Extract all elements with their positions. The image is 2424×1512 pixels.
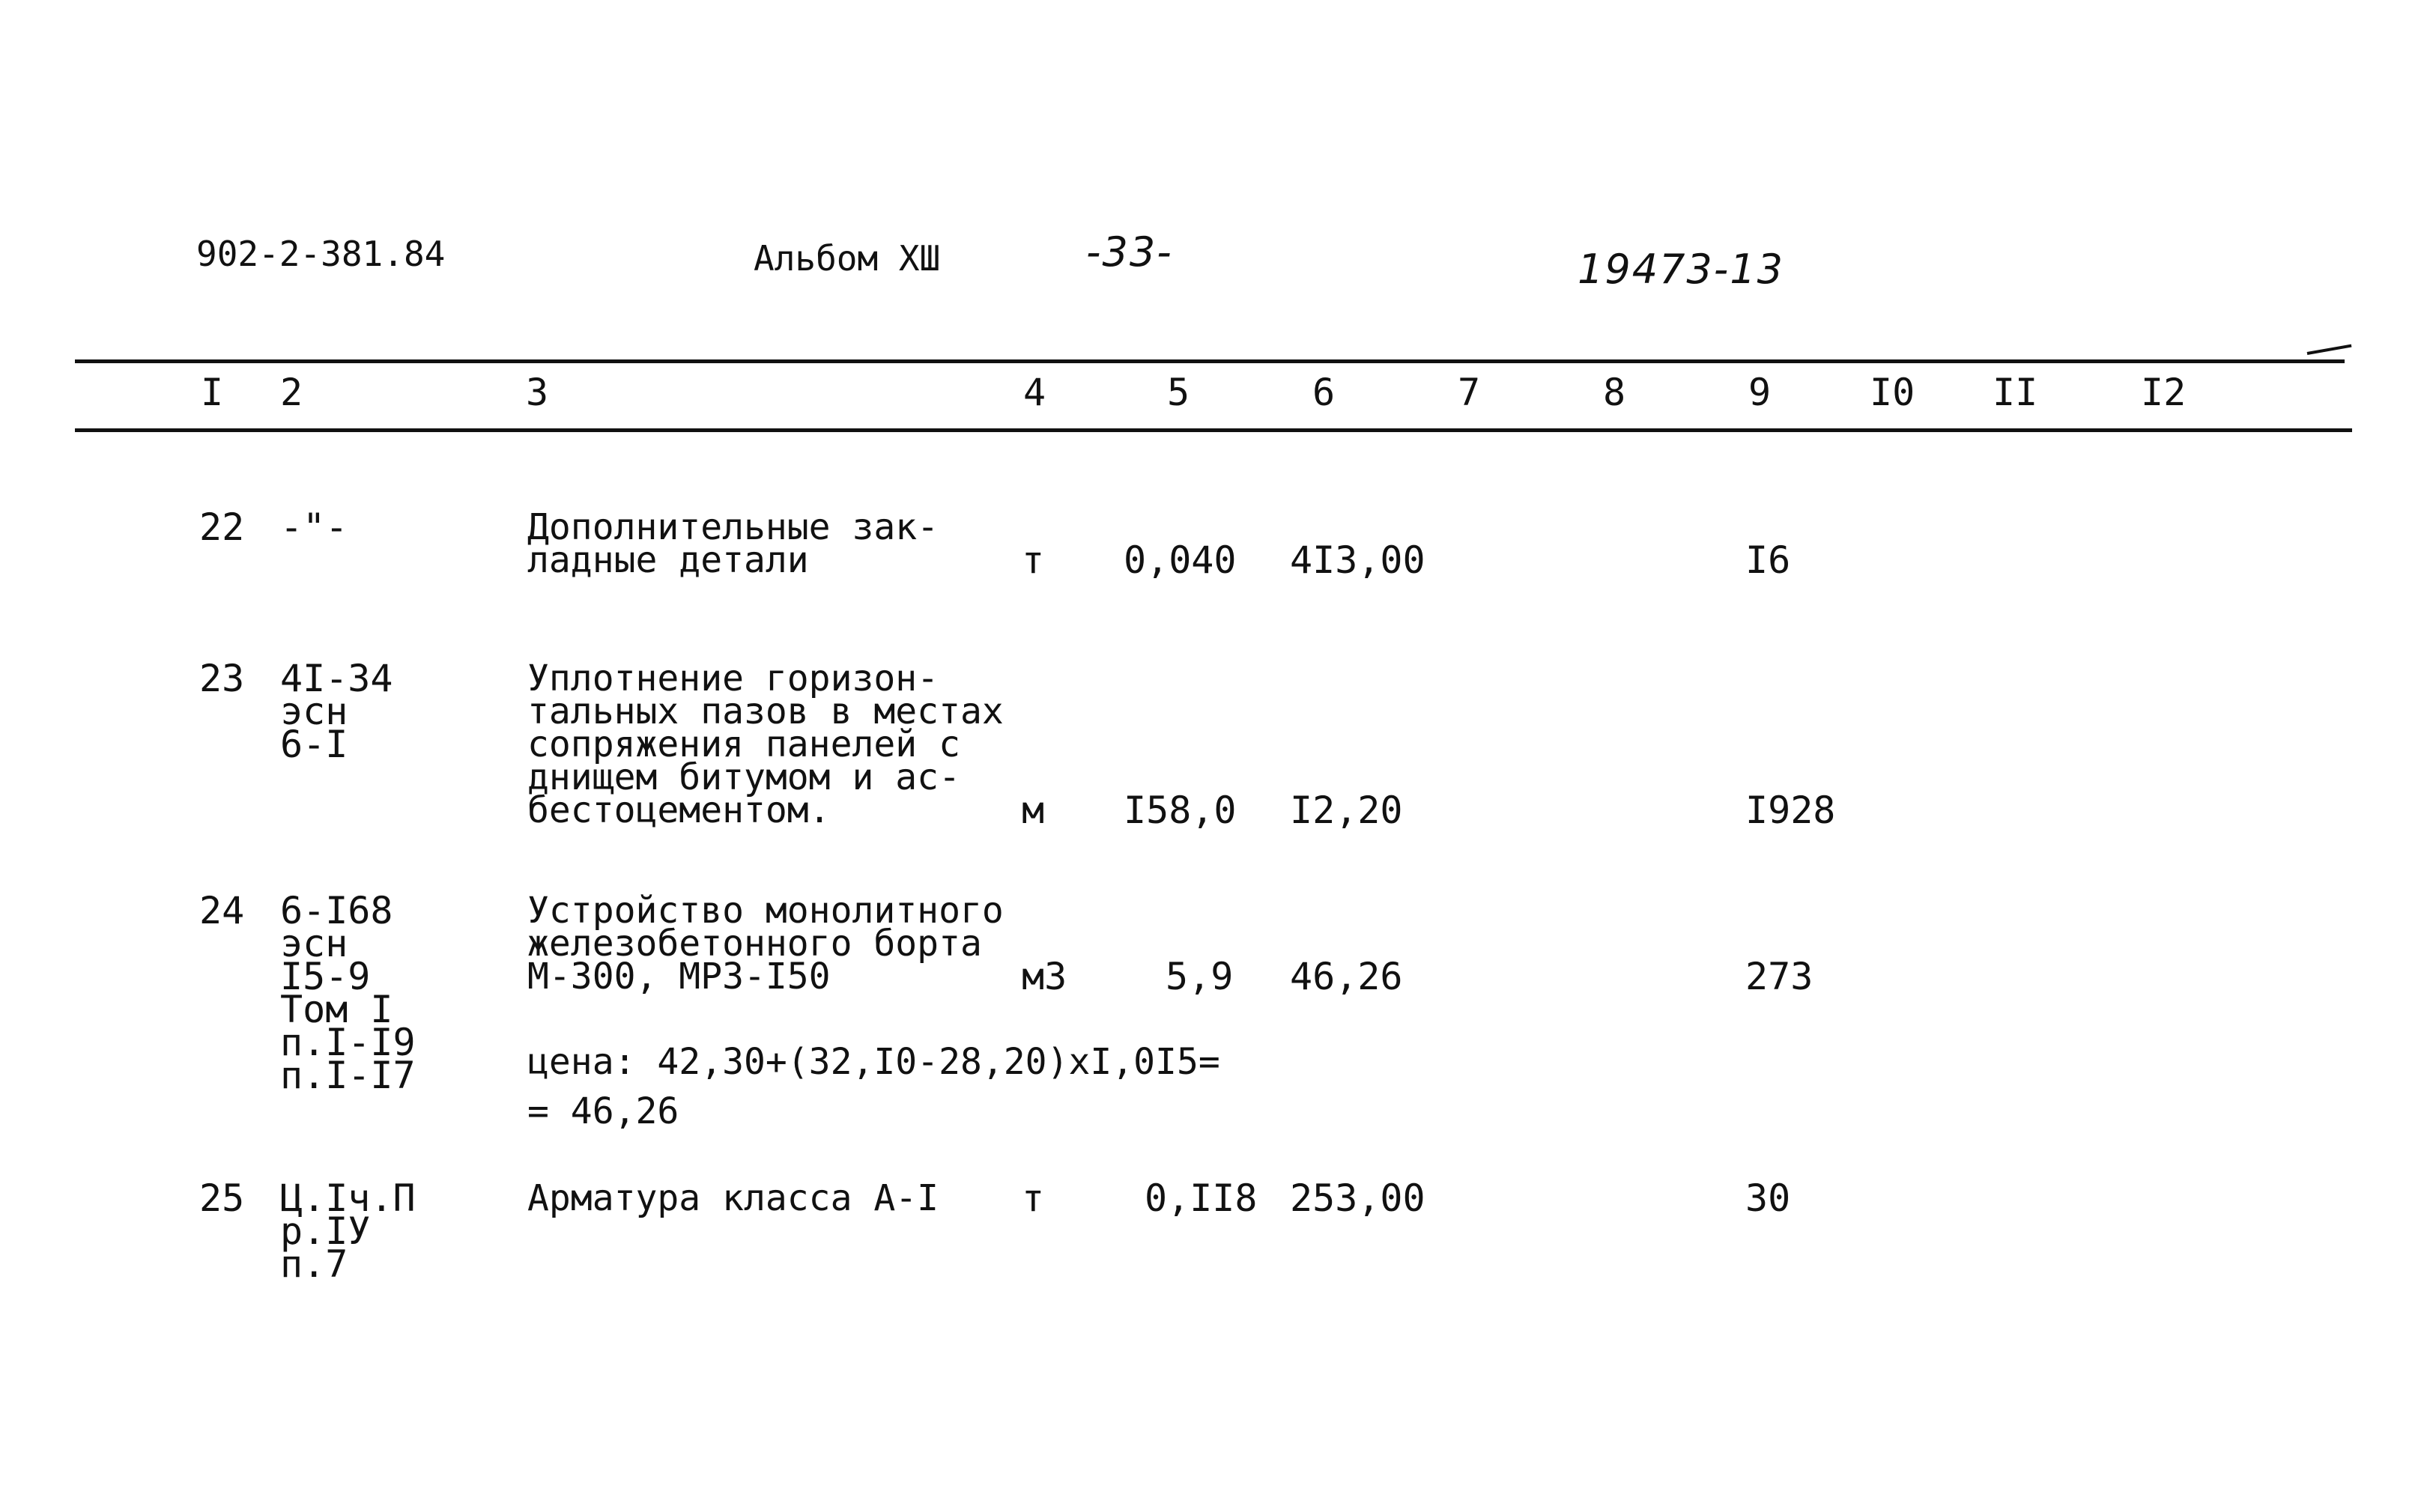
- row-code-line: 4I-34: [280, 657, 393, 700]
- column-header-3: 3: [526, 371, 549, 414]
- row-code-line: -"-: [280, 505, 348, 549]
- row-code-line: п.I-I7: [280, 1054, 416, 1097]
- header-top-rule-tail: [2307, 344, 2352, 355]
- row-unit: т: [1022, 1176, 1045, 1220]
- row-description-line: бестоцементом.: [527, 789, 831, 831]
- row-code-line: I5-9: [280, 955, 371, 998]
- row-quantity: 5,9: [1166, 955, 1234, 998]
- column-header-5: 5: [1167, 371, 1190, 414]
- row-code-line: п.I-I9: [280, 1021, 416, 1064]
- row-quantity: 0,040: [1124, 538, 1237, 582]
- row-code-line: эсн: [280, 690, 348, 733]
- row-price: 46,26: [1290, 955, 1403, 998]
- column-header-10: I0: [1870, 371, 1915, 414]
- column-header-1: I: [201, 371, 224, 414]
- row-total: I6: [1745, 538, 1791, 582]
- row-quantity: I58,0: [1124, 789, 1237, 832]
- row-description-line: М-300, МРЗ-I50: [527, 956, 831, 998]
- header-bottom-rule: [75, 428, 2352, 432]
- row-description-line: сопряжения панелей с: [527, 723, 960, 765]
- row-number: 22: [199, 505, 245, 549]
- row-code-line: 6-I: [280, 723, 348, 766]
- column-header-7: 7: [1458, 371, 1481, 414]
- column-header-11: II: [1993, 371, 2038, 414]
- row-description-line: ладные детали: [527, 539, 809, 581]
- page-number: -33-: [1086, 228, 1173, 276]
- row-total: 273: [1745, 955, 1814, 998]
- column-header-4: 4: [1023, 371, 1046, 414]
- row-quantity: 0,II8: [1145, 1176, 1258, 1220]
- row-number: 25: [199, 1176, 245, 1220]
- row-description-line: Арматура класса А-I: [527, 1177, 939, 1219]
- column-header-9: 9: [1748, 371, 1772, 414]
- document-code: 902-2-381.84: [196, 234, 446, 274]
- row-price: 253,00: [1290, 1176, 1425, 1220]
- row-code-line: эсн: [280, 922, 348, 965]
- row-unit: м: [1022, 789, 1045, 832]
- row-code-line: Ц.Iч.П: [280, 1176, 416, 1220]
- row-code-line: 6-I68: [280, 889, 393, 932]
- column-header-2: 2: [280, 371, 303, 414]
- price-calculation-note: цена: 42,30+(32,I0-28,20)хI,0I5=: [527, 1041, 1220, 1083]
- row-price: I2,20: [1290, 789, 1403, 832]
- handwritten-reference: 19473-13: [1578, 246, 1784, 293]
- album-label: Альбом ХШ: [754, 238, 941, 279]
- row-total: I928: [1745, 789, 1836, 832]
- header-top-rule: [75, 359, 2345, 363]
- row-number: 24: [199, 889, 245, 932]
- row-description-line: Устройство монолитного: [527, 890, 1004, 932]
- column-header-8: 8: [1603, 371, 1626, 414]
- row-price: 4I3,00: [1290, 538, 1425, 582]
- row-unit: м3: [1022, 955, 1067, 998]
- row-code-line: п.7: [280, 1242, 348, 1286]
- row-description-line: днищем битумом и ас-: [527, 756, 960, 798]
- price-calculation-result: = 46,26: [527, 1090, 679, 1132]
- row-unit: т: [1022, 538, 1045, 582]
- row-description-line: Дополнительные зак-: [527, 506, 939, 548]
- column-header-6: 6: [1312, 371, 1336, 414]
- row-number: 23: [199, 657, 245, 700]
- row-description-line: Уплотнение горизон-: [527, 658, 939, 699]
- row-description-line: железобетонного борта: [527, 923, 982, 965]
- column-header-12: I2: [2141, 371, 2187, 414]
- row-total: 30: [1745, 1176, 1791, 1220]
- row-code-line: р.IУ: [280, 1209, 371, 1253]
- row-code-line: Том I: [280, 988, 393, 1031]
- row-description-line: тальных пазов в местах: [527, 690, 1004, 732]
